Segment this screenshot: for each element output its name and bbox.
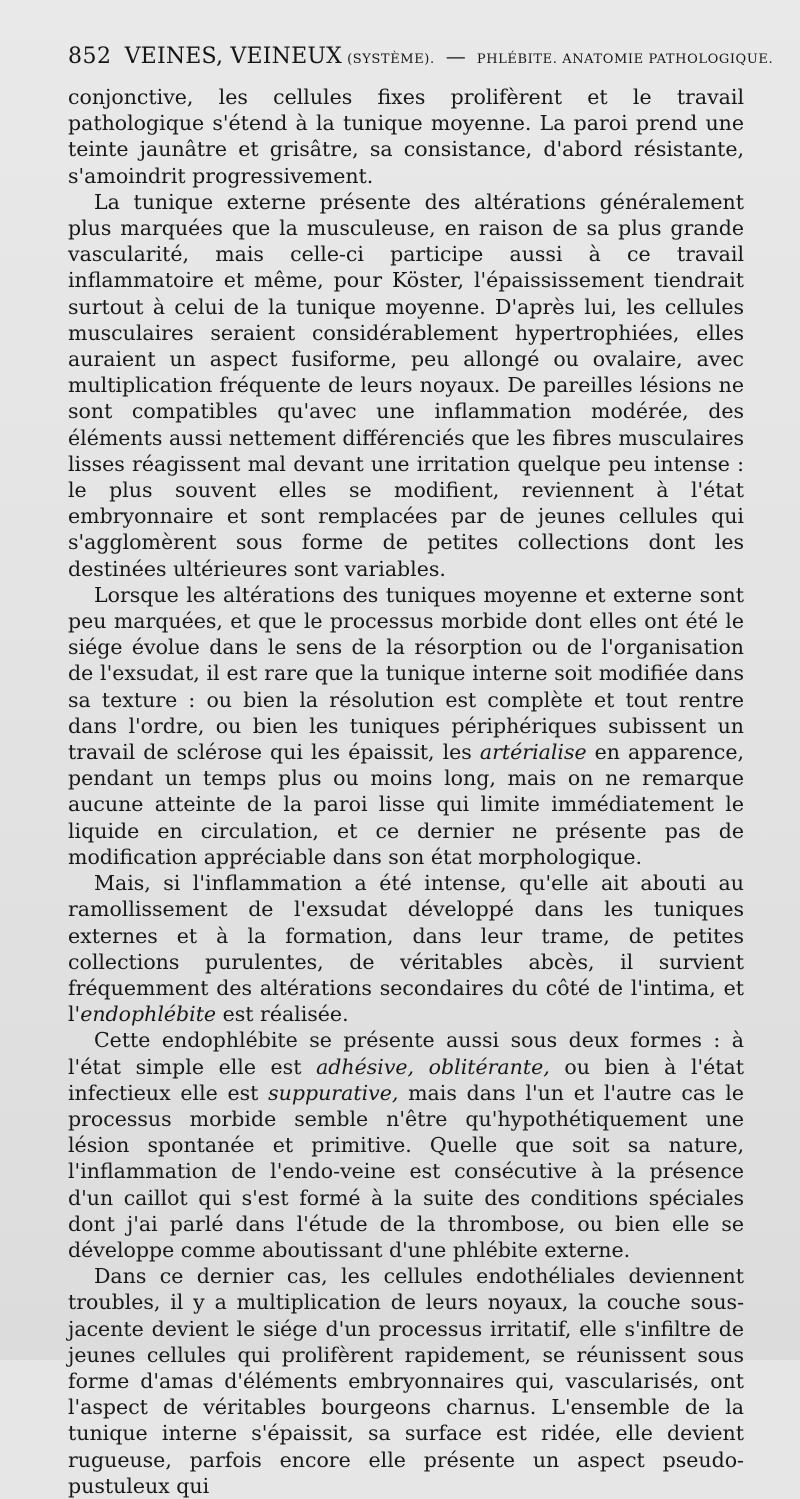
paragraph-6: Dans ce dernier cas, les cellules endothéliales deviennent troubles, il y a multiplication de leurs noyaux, la couche sous-jacente devient le siége d'un processus irritatif, elle s'infiltre de jeunes cellules qui prolifèrent rapidement, se réunissent sous forme d'amas d'éléments embryonnaires qui, vascularisés, ont l'aspect de véritables bourgeons charnus. L'ensemble de la tunique interne s'épaissit, sa surface est ridée, elle devient rugueuse, parfois encore elle présente un aspect pseudo-pustuleux qui	[68, 1264, 744, 1498]
paragraph-3-text-b: en apparence, pendant un temps plus ou moins long, mais on ne remarque aucune atteinte de la paroi lisse qui limite immédiatement le liquide en circulation, et ce dernier ne présente pas de modification appréciable dans son état morphologique.	[68, 740, 744, 869]
running-header	[68, 44, 788, 78]
paragraph-2: La tunique externe présente des altérations généralement plus marquées que la musculeuse, en raison de sa plus grande vascularité, mais celle-ci participe aussi à ce travail inflammatoire et même, pour Köster, l'épaississement tiendrait surtout à celui de la tunique moyenne. D'après lui, les cellules musculaires seraient considérablement hypertrophiées, elles auraient un aspect fusiforme, peu allongé ou ovalaire, avec multiplication fréquente de leurs noyaux. De pareilles lésions ne sont compatibles qu'avec une inflammation modérée, des éléments aussi nettement différenciés que les fibres musculaires lisses réagissent mal devant une irritation quelque peu intense : le plus souvent elles se modifient, reviennent à l'état embryonnaire et sont remplacées par de jeunes cellules qui s'agglomèrent sous forme de petites collections dont les destinées ultérieures sont variables.	[68, 189, 744, 581]
header-subtitle: (SYSTÈME).	[347, 52, 435, 67]
header-dash: —	[445, 44, 466, 68]
paragraph-3-italic: artérialise	[479, 740, 587, 765]
paragraph-3	[68, 582, 744, 870]
paragraph-4-italic: endophlébite	[80, 1002, 217, 1027]
page-number: 852	[68, 44, 112, 69]
header-title: VEINES, VEINEUX	[124, 44, 342, 69]
paragraph-4-text-b: est réalisée.	[222, 1002, 349, 1027]
paragraph-4	[68, 870, 744, 1027]
paragraph-5-text-b: ou bien à l'état infectieux elle est	[68, 1054, 744, 1105]
paragraph-5-italic-2: suppurative,	[268, 1080, 399, 1105]
paragraph-3-text-a: Lorsque les altérations des tuniques moyenne et externe sont peu marquées, et que le processus morbide dont elles ont été le siége évolue dans le sens de la résorption ou de l'organisation de l'exsudat, il est rare que la tunique interne soit modifiée dans sa texture : ou bien la résolution est complète et tout rentre dans l'ordre, ou bien les tuniques périphériques subissent un travail de sclérose qui les épaissit, les	[68, 582, 744, 765]
paragraph-5	[68, 1027, 744, 1263]
paragraph-4-text-a: Mais, si l'inflammation a été intense, qu'elle ait abouti au ramollissement de l'exsudat développé dans les tuniques externes et à la formation, dans leur trame, de petites collections purulentes, de véritables abcès, il survient fréquemment des altérations secondaires du côté de l'intima, et l'	[68, 871, 744, 1027]
paragraph-5-text-a: Cette endophlébite se présente aussi sous deux formes : à l'état simple elle est	[68, 1028, 744, 1079]
header-section: PHLÉBITE. ANATOMIE PATHOLOGIQUE.	[476, 52, 774, 67]
paragraph-5-italic-1: adhésive, oblitérante,	[316, 1054, 550, 1079]
paragraph-1: conjonctive, les cellules fixes prolifèrent et le travail pathologique s'étend à la tunique moyenne. La paroi prend une teinte jaunâtre et grisâtre, sa consistance, d'abord résistante, s'amoindrit progressivement.	[68, 85, 744, 188]
body-text	[68, 84, 744, 1498]
paragraph-5-text-c: mais dans l'un et l'autre cas le processus morbide semble n'être qu'hypothétiquement une lésion spontanée et primitive. Quelle que soit sa nature, l'inflammation de l'endo-veine est consécutive à la présence d'un caillot qui s'est formé à la suite des conditions spéciales dont j'ai parlé dans l'étude de la thrombose, ou bien elle se développe comme aboutissant d'une phlébite externe.	[68, 1080, 744, 1262]
